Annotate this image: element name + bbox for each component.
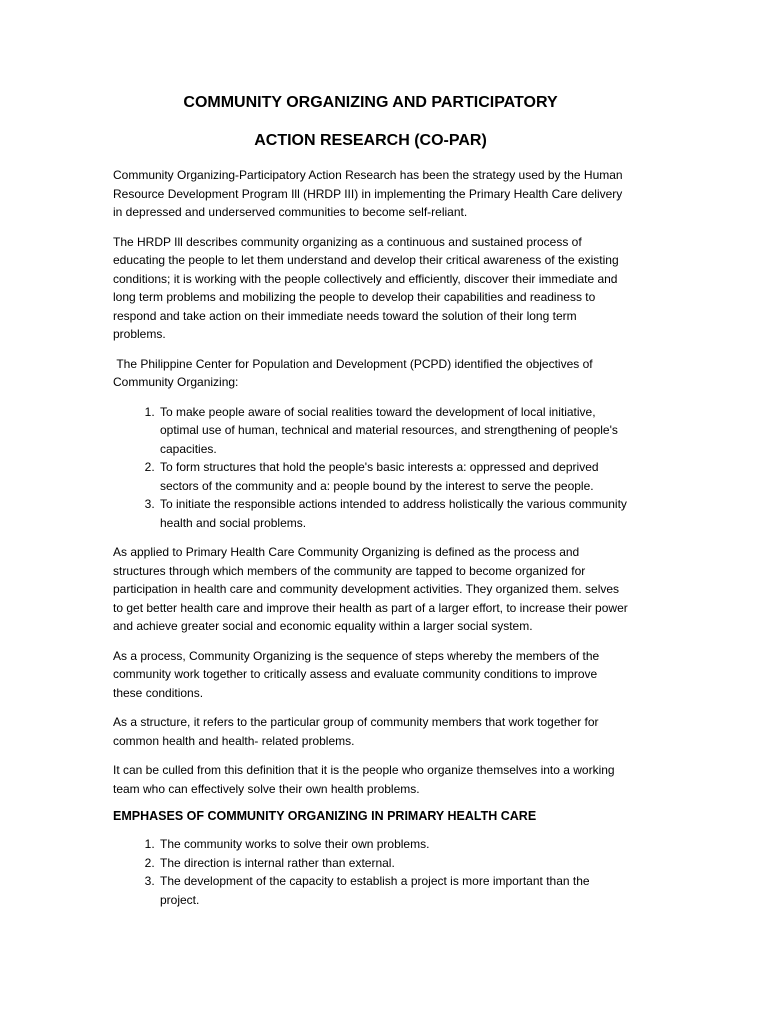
list-item: 1. To make people aware of social realities toward the development of local initiative, optimal use of human, technical and material resources, and strengthening of people's capacities. [158,403,628,459]
paragraph-conclusion: It can be culled from this definition that it is the people who organize themselves into a working team who can effectively solve their own health problems. [113,763,615,796]
paragraph-structure: As a structure, it refers to the particular group of community members that work together for common health and health- related problems. [113,715,599,748]
paragraph-intro: Community Organizing-Participatory Action Research has been the strategy used by the Human Resource Development Program Ill (HRDP III) in implementing the Primary Health Care delivery in depressed and underserved communities to become self-reliant. [113,168,623,219]
paragraph-process: As a process, Community Organizing is the sequence of steps whereby the members of the community work together to critically assess and evaluate community conditions to improve these conditions. [113,648,600,700]
objectives-list [113,403,628,533]
paragraph-hrdp: The HRDP Ill describes community organizing as a continuous and sustained process of educating the people to let them understand and develop their critical awareness of the existing conditions; it is working with the people collectively and efficiently, discover their immediate and long term problems and mobilizing the people to develop their capabilities and readiness to respond and take action on their immediate needs toward the solution of their long term problems. [113,234,619,341]
emphases-list [113,835,628,909]
list-item: 3. To initiate the responsible actions intended to address holistically the various community health and social problems. [158,495,628,532]
document-title-line-2: ACTION RESEARCH (CO-PAR) [254,132,487,149]
paragraph-pcpd: The Philippine Center for Population and Development (PCPD) identified the objectives of Community Organizing: [113,356,596,389]
document-title-line-1: COMMUNITY ORGANIZING AND PARTICIPATORY [183,94,558,111]
list-item: 1. The community works to solve their own problems. [158,835,628,854]
list-item: 3. The development of the capacity to establish a project is more important than the project. [158,872,628,909]
emphases-heading: EMPHASES OF COMMUNITY ORGANIZING IN PRIMARY HEALTH CARE [113,809,537,823]
list-item: 2. The direction is internal rather than external. [158,854,628,873]
paragraph-definition: As applied to Primary Health Care Community Organizing is defined as the process and structures through which members of the community are tapped to become organized for participation in health care and community development activities. They organized them. selves to get better health care and improve their health as part of a larger effort, to increase their power and achieve greater social and economic equality within a larger social system. [113,545,628,633]
list-item: 2. To form structures that hold the people's basic interests a: oppressed and deprived sectors of the community and a: people bound by the interest to serve the people. [158,458,628,495]
